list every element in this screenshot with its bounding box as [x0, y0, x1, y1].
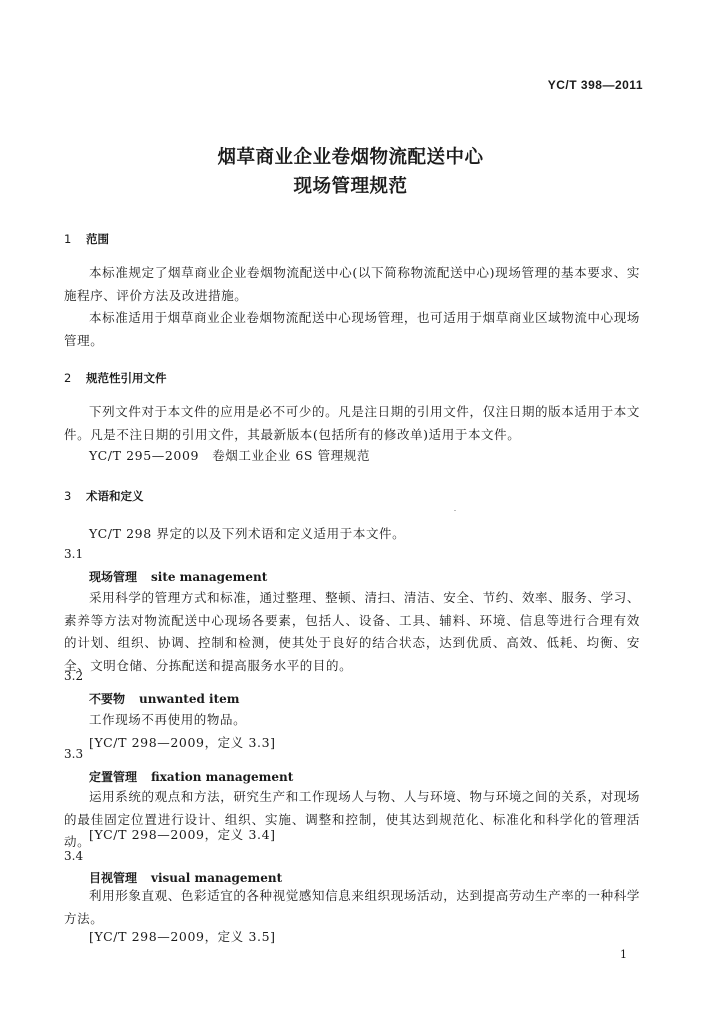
section-1-paragraph-2: 本标准适用于烟草商业企业卷烟物流配送中心现场管理，也可适用于烟草商业区域物流中心现场管理。	[64, 310, 640, 348]
document-title-line1: 烟草商业企业卷烟物流配送中心	[217, 147, 484, 168]
term-definition: 利用形象直观、色彩适宜的各种视觉感知信息来组织现场活动，达到提高劳动生产率的一种科学方法。	[64, 888, 640, 926]
term-english: fixation management	[151, 770, 294, 784]
term-english: unwanted item	[139, 692, 240, 706]
term-english: site management	[151, 570, 268, 584]
section-3-heading	[64, 488, 144, 504]
clause-number: 3.2	[64, 669, 84, 683]
section-number: 2	[64, 371, 72, 385]
term-source: [YC/T 298—2009，定义 3.5]	[89, 929, 276, 944]
section-2-heading	[64, 370, 167, 386]
normative-reference: YC/T 295—2009 卷烟工业企业 6S 管理规范	[89, 448, 371, 463]
term-entry	[89, 568, 267, 585]
term-definition: 工作现场不再使用的物品。	[89, 712, 247, 727]
term-definition: 采用科学的管理方式和标准，通过整理、整顿、清扫、清洁、安全、节约、效率、服务、学习、素养等方法对物流配送中心现场各要素，包括人、设备、工具、辅料、环境、信息等进行合理有效的计划、组织、协调、控制和检测，使其处于良好的结合状态，达到优质、高效、低耗、均衡、安全、文明仓储、分拣配送和提高服务水平的目的。	[64, 590, 640, 673]
term-source: [YC/T 298—2009，定义 3.3]	[89, 735, 276, 750]
term-entry	[89, 768, 293, 785]
page-number: 1	[620, 948, 627, 961]
term-chinese: 目视管理	[89, 871, 138, 885]
term-chinese: 定置管理	[89, 770, 138, 784]
clause-number: 3.4	[64, 849, 84, 863]
term-english: visual management	[151, 871, 283, 885]
section-3-intro: YC/T 298 界定的以及下列术语和定义适用于本文件。	[89, 526, 406, 541]
term-entry	[89, 869, 282, 886]
term-source: [YC/T 298—2009，定义 3.4]	[89, 827, 276, 842]
standard-code: YC/T 398—2011	[547, 78, 643, 92]
clause-number: 3.3	[64, 747, 84, 761]
section-title: 规范性引用文件	[86, 371, 167, 385]
section-1-heading	[64, 231, 109, 247]
term-definition: 运用系统的观点和方法，研究生产和工作现场人与物、人与环境、物与环境之间的关系，对现场的最佳固定位置进行设计、组织、实施、调整和控制，使其达到规范化、标准化和科学化的管理活动。	[64, 789, 640, 849]
section-number: 3	[64, 489, 72, 503]
section-title: 范围	[86, 232, 109, 246]
clause-number: 3.1	[64, 547, 84, 561]
section-1-paragraph-1: 本标准规定了烟草商业企业卷烟物流配送中心(以下简称物流配送中心)现场管理的基本要求、实施程序、评价方法及改进措施。	[64, 265, 640, 303]
section-title: 术语和定义	[86, 489, 144, 503]
section-number: 1	[64, 232, 72, 246]
scan-speck	[454, 510, 456, 511]
term-chinese: 现场管理	[89, 570, 138, 584]
term-chinese: 不要物	[89, 692, 126, 706]
term-entry	[89, 690, 239, 707]
document-title-line2: 现场管理规范	[293, 176, 408, 197]
section-2-paragraph-1: 下列文件对于本文件的应用是必不可少的。凡是注日期的引用文件，仅注日期的版本适用于本文件。凡是不注日期的引用文件，其最新版本(包括所有的修改单)适用于本文件。	[64, 404, 640, 442]
